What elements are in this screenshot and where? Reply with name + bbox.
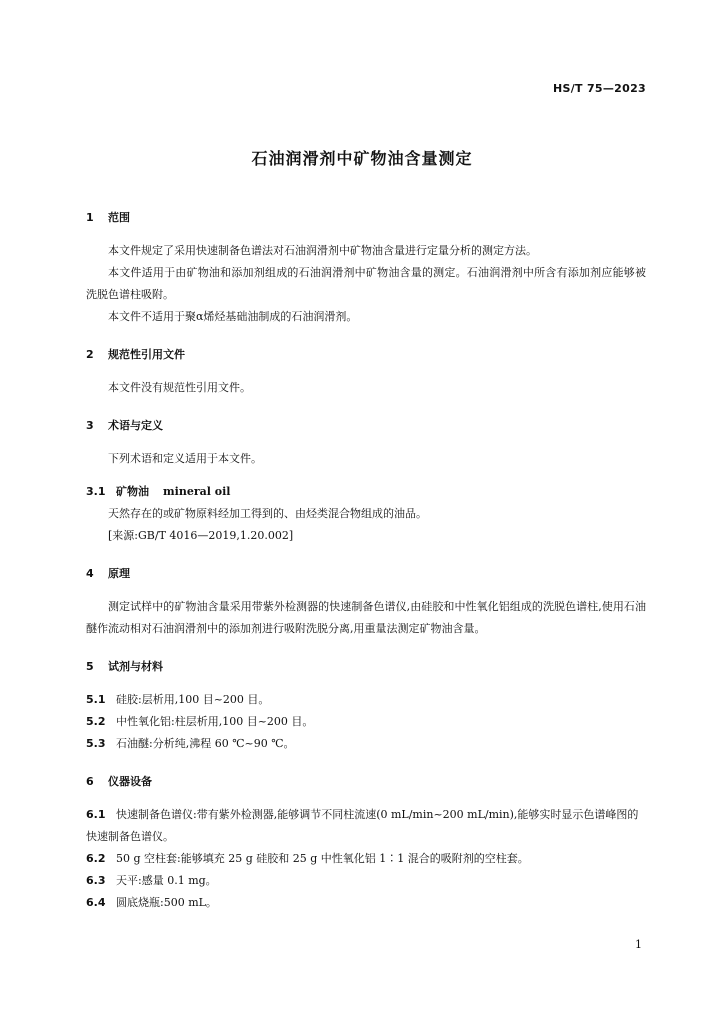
section-title: 仪器设备 [108,775,152,788]
section-title: 范围 [108,211,130,224]
document-title: 石油润滑剂中矿物油含量测定 [251,149,473,168]
paragraph: 本文件适用于由矿物油和添加剂组成的石油润滑剂中矿物油含量的测定。石油润滑剂中所含有添加剂应能够被洗脱色谱柱吸附。 [86,266,646,301]
page-number: 1 [635,938,642,951]
standard-code: HS/T 75—2023 [552,82,646,95]
section-4-heading [86,563,646,585]
section-title: 规范性引用文件 [108,348,185,361]
item-text: 硅胶:层析用,100 目~200 目。 [116,693,270,706]
item-number: 5.3 [86,737,106,750]
subsection-3-1-heading [86,481,646,503]
item-number: 6.3 [86,874,106,887]
section-title: 术语与定义 [108,419,163,432]
item-text: 50 g 空柱套:能够填充 25 g 硅胶和 25 g 中性氧化铝 1∶1 混合的吸附剂的空柱套。 [116,852,529,865]
item-text: 中性氧化铝:柱层析用,100 目~200 目。 [116,715,314,728]
section-3-heading [86,415,646,437]
list-item [86,848,646,870]
paragraph: 测定试样中的矿物油含量采用带紫外检测器的快速制备色谱仪,由硅胶和中性氧化铝组成的洗脱色谱柱,使用石油醚作流动相对石油润滑剂中的添加剂进行吸附洗脱分离,用重量法测定矿物油含量。 [86,600,646,635]
list-item [86,689,646,711]
item-text: 天平:感量 0.1 mg。 [116,874,217,887]
section-number: 2 [86,348,94,361]
subsection-number: 3.1 [86,485,106,498]
section-1-heading [86,207,646,229]
paragraph: 本文件没有规范性引用文件。 [108,381,251,394]
list-item [86,711,646,733]
document-body [86,207,646,914]
section-number: 6 [86,775,94,788]
item-text: 圆底烧瓶:500 mL。 [116,896,217,909]
list-item [86,804,646,848]
item-number: 6.4 [86,896,106,909]
section-2-heading [86,344,646,366]
section-5-heading [86,656,646,678]
item-text: 快速制备色谱仪:带有紫外检测器,能够调节不同柱流速(0 mL/min~200 mL/min),能够实时显示色谱峰图的快速制备色谱仪。 [86,808,639,843]
list-item [86,870,646,892]
paragraph: 下列术语和定义适用于本文件。 [108,452,262,465]
term-chinese: 矿物油 [116,485,149,498]
section-number: 4 [86,567,94,580]
item-number: 5.1 [86,693,106,706]
paragraph: 本文件规定了采用快速制备色谱法对石油润滑剂中矿物油含量进行定量分析的测定方法。 [108,244,537,257]
section-number: 3 [86,419,94,432]
item-number: 5.2 [86,715,106,728]
section-number: 5 [86,660,94,673]
list-item [86,733,646,755]
term-definition: 天然存在的或矿物原料经加工得到的、由烃类混合物组成的油品。 [108,507,427,520]
paragraph: 本文件不适用于聚α烯烃基础油制成的石油润滑剂。 [108,310,358,323]
list-item [86,892,646,914]
section-title: 试剂与材料 [108,660,163,673]
section-number: 1 [86,211,94,224]
section-6-heading [86,771,646,793]
section-title: 原理 [108,567,130,580]
term-english: mineral oil [163,485,231,498]
item-number: 6.1 [86,808,106,821]
term-source: [来源:GB/T 4016—2019,1.20.002] [108,529,294,542]
item-text: 石油醚:分析纯,沸程 60 ℃~90 ℃。 [116,737,295,750]
item-number: 6.2 [86,852,106,865]
